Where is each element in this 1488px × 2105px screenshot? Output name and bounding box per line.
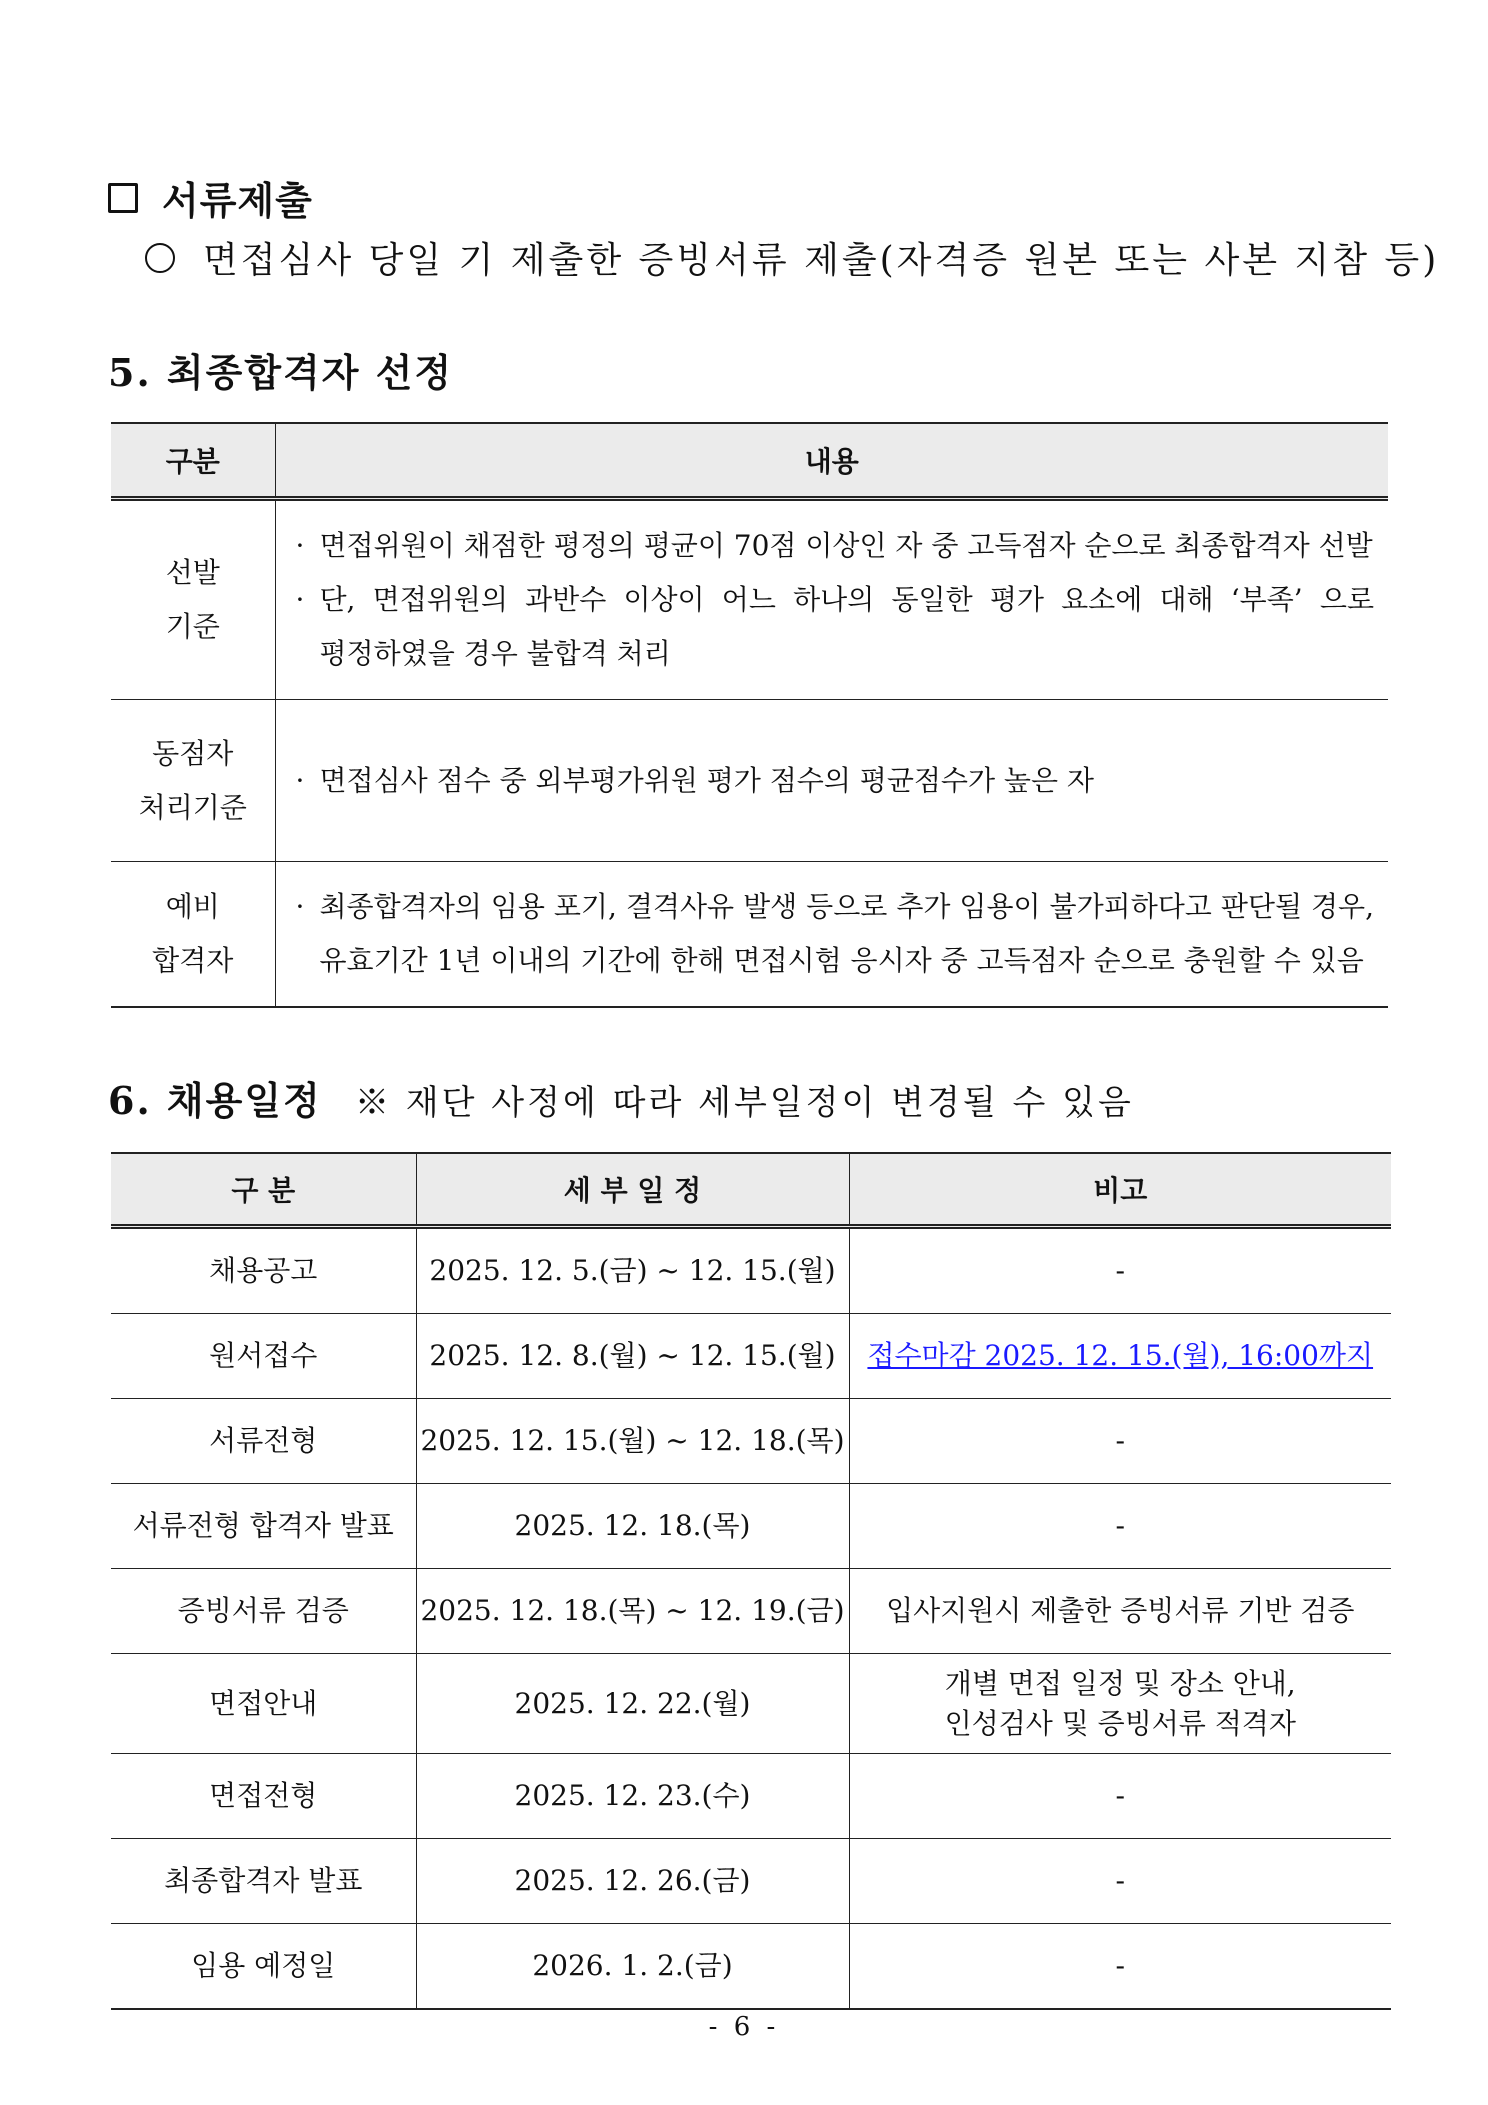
document-submission-bullet	[145, 232, 1439, 283]
content-line: 평정하였을 경우 불합격 처리	[319, 637, 671, 670]
content-line: · 단, 면접위원의 과반수 이상이 어느 하나의 동일한 평가 요소에 대해 ‘부족’ 으로	[295, 583, 1374, 616]
section6-title	[108, 1070, 1134, 1125]
row-content	[275, 499, 1388, 700]
table-row	[111, 700, 1388, 862]
section6-note: ※ 재단 사정에 따라 세부일정이 변경될 수 있음	[354, 1083, 1134, 1123]
row-category: 선발 기준	[111, 499, 275, 700]
row-content	[275, 700, 1388, 862]
cell-note: -	[849, 1484, 1391, 1569]
row-category: 동점자 처리기준	[111, 700, 275, 862]
final-selection-table	[111, 422, 1388, 1008]
heading-text: 서류제출	[162, 178, 313, 223]
table-row	[111, 1924, 1391, 2010]
header-content: 내용	[275, 423, 1388, 499]
row-content	[275, 862, 1388, 1008]
cell-category: 임용 예정일	[111, 1924, 416, 2010]
cell-note: -	[849, 1399, 1391, 1484]
table-row	[111, 1399, 1391, 1484]
cell-schedule: 2025. 12. 15.(월) ~ 12. 18.(목)	[416, 1399, 849, 1484]
content-line: · 면접위원이 채점한 평정의 평균이 70점 이상인 자 중 고득점자 순으로 최종합격자 선발	[295, 529, 1373, 562]
cell-schedule: 2025. 12. 18.(목) ~ 12. 19.(금)	[416, 1569, 849, 1654]
cell-category: 증빙서류 검증	[111, 1569, 416, 1654]
header-schedule: 세 부 일 정	[416, 1153, 849, 1227]
circle-bullet-icon	[145, 243, 175, 273]
table-row	[111, 1314, 1391, 1399]
table-header-row	[111, 1153, 1391, 1227]
table-row	[111, 1227, 1391, 1314]
cell-schedule: 2025. 12. 26.(금)	[416, 1839, 849, 1924]
section6-title-text: 6. 채용일정	[108, 1078, 322, 1123]
table-row	[111, 1654, 1391, 1754]
cell-category: 채용공고	[111, 1227, 416, 1314]
cell-schedule: 2025. 12. 23.(수)	[416, 1754, 849, 1839]
cell-schedule: 2025. 12. 18.(목)	[416, 1484, 849, 1569]
cell-schedule: 2025. 12. 5.(금) ~ 12. 15.(월)	[416, 1227, 849, 1314]
section5-title: 5. 최종합격자 선정	[108, 350, 454, 395]
table-header-row	[111, 423, 1388, 499]
cell-category: 면접안내	[111, 1654, 416, 1754]
table-row	[111, 1569, 1391, 1654]
cell-schedule: 2026. 1. 2.(금)	[416, 1924, 849, 2010]
header-category: 구 분	[111, 1153, 416, 1227]
schedule-table	[111, 1152, 1391, 2010]
row-category: 예비 합격자	[111, 862, 275, 1008]
cell-schedule: 2025. 12. 22.(월)	[416, 1654, 849, 1754]
cell-category: 원서접수	[111, 1314, 416, 1399]
cell-category: 서류전형 합격자 발표	[111, 1484, 416, 1569]
page-number: - 6 -	[708, 2012, 780, 2042]
cell-note	[849, 1654, 1391, 1754]
cell-note: 입사지원시 제출한 증빙서류 기반 검증	[849, 1569, 1391, 1654]
table-row	[111, 1754, 1391, 1839]
table-row	[111, 499, 1388, 700]
cell-note: -	[849, 1839, 1391, 1924]
deadline-link[interactable]: 접수마감 2025. 12. 15.(월), 16:00까지	[867, 1339, 1374, 1372]
bullet-text: 면접심사 당일 기 제출한 증빙서류 제출(자격증 원본 또는 사본 지참 등)	[203, 240, 1440, 281]
cell-note: -	[849, 1754, 1391, 1839]
note-line: 인성검사 및 증빙서류 적격자	[944, 1706, 1296, 1740]
header-category: 구분	[111, 423, 275, 499]
content-line: · 최종합격자의 임용 포기, 결격사유 발생 등으로 추가 임용이 불가피하다고 판단될 경우,	[295, 890, 1374, 923]
table-row	[111, 1839, 1391, 1924]
content-line: 유효기간 1년 이내의 기간에 한해 면접시험 응시자 중 고득점자 순으로 충원할 수 있음	[319, 944, 1364, 977]
cell-note: -	[849, 1924, 1391, 2010]
cell-schedule: 2025. 12. 8.(월) ~ 12. 15.(월)	[416, 1314, 849, 1399]
cell-note	[849, 1314, 1391, 1399]
cell-category: 서류전형	[111, 1399, 416, 1484]
cell-category: 면접전형	[111, 1754, 416, 1839]
cell-note: -	[849, 1227, 1391, 1314]
header-note: 비고	[849, 1153, 1391, 1227]
content-line: · 면접심사 점수 중 외부평가위원 평가 점수의 평균점수가 높은 자	[295, 763, 1094, 797]
checkbox-icon	[108, 183, 138, 213]
cell-category: 최종합격자 발표	[111, 1839, 416, 1924]
table-row	[111, 1484, 1391, 1569]
note-line: 개별 면접 일정 및 장소 안내,	[944, 1666, 1296, 1700]
document-submission-heading	[108, 170, 313, 225]
table-row	[111, 862, 1388, 1008]
